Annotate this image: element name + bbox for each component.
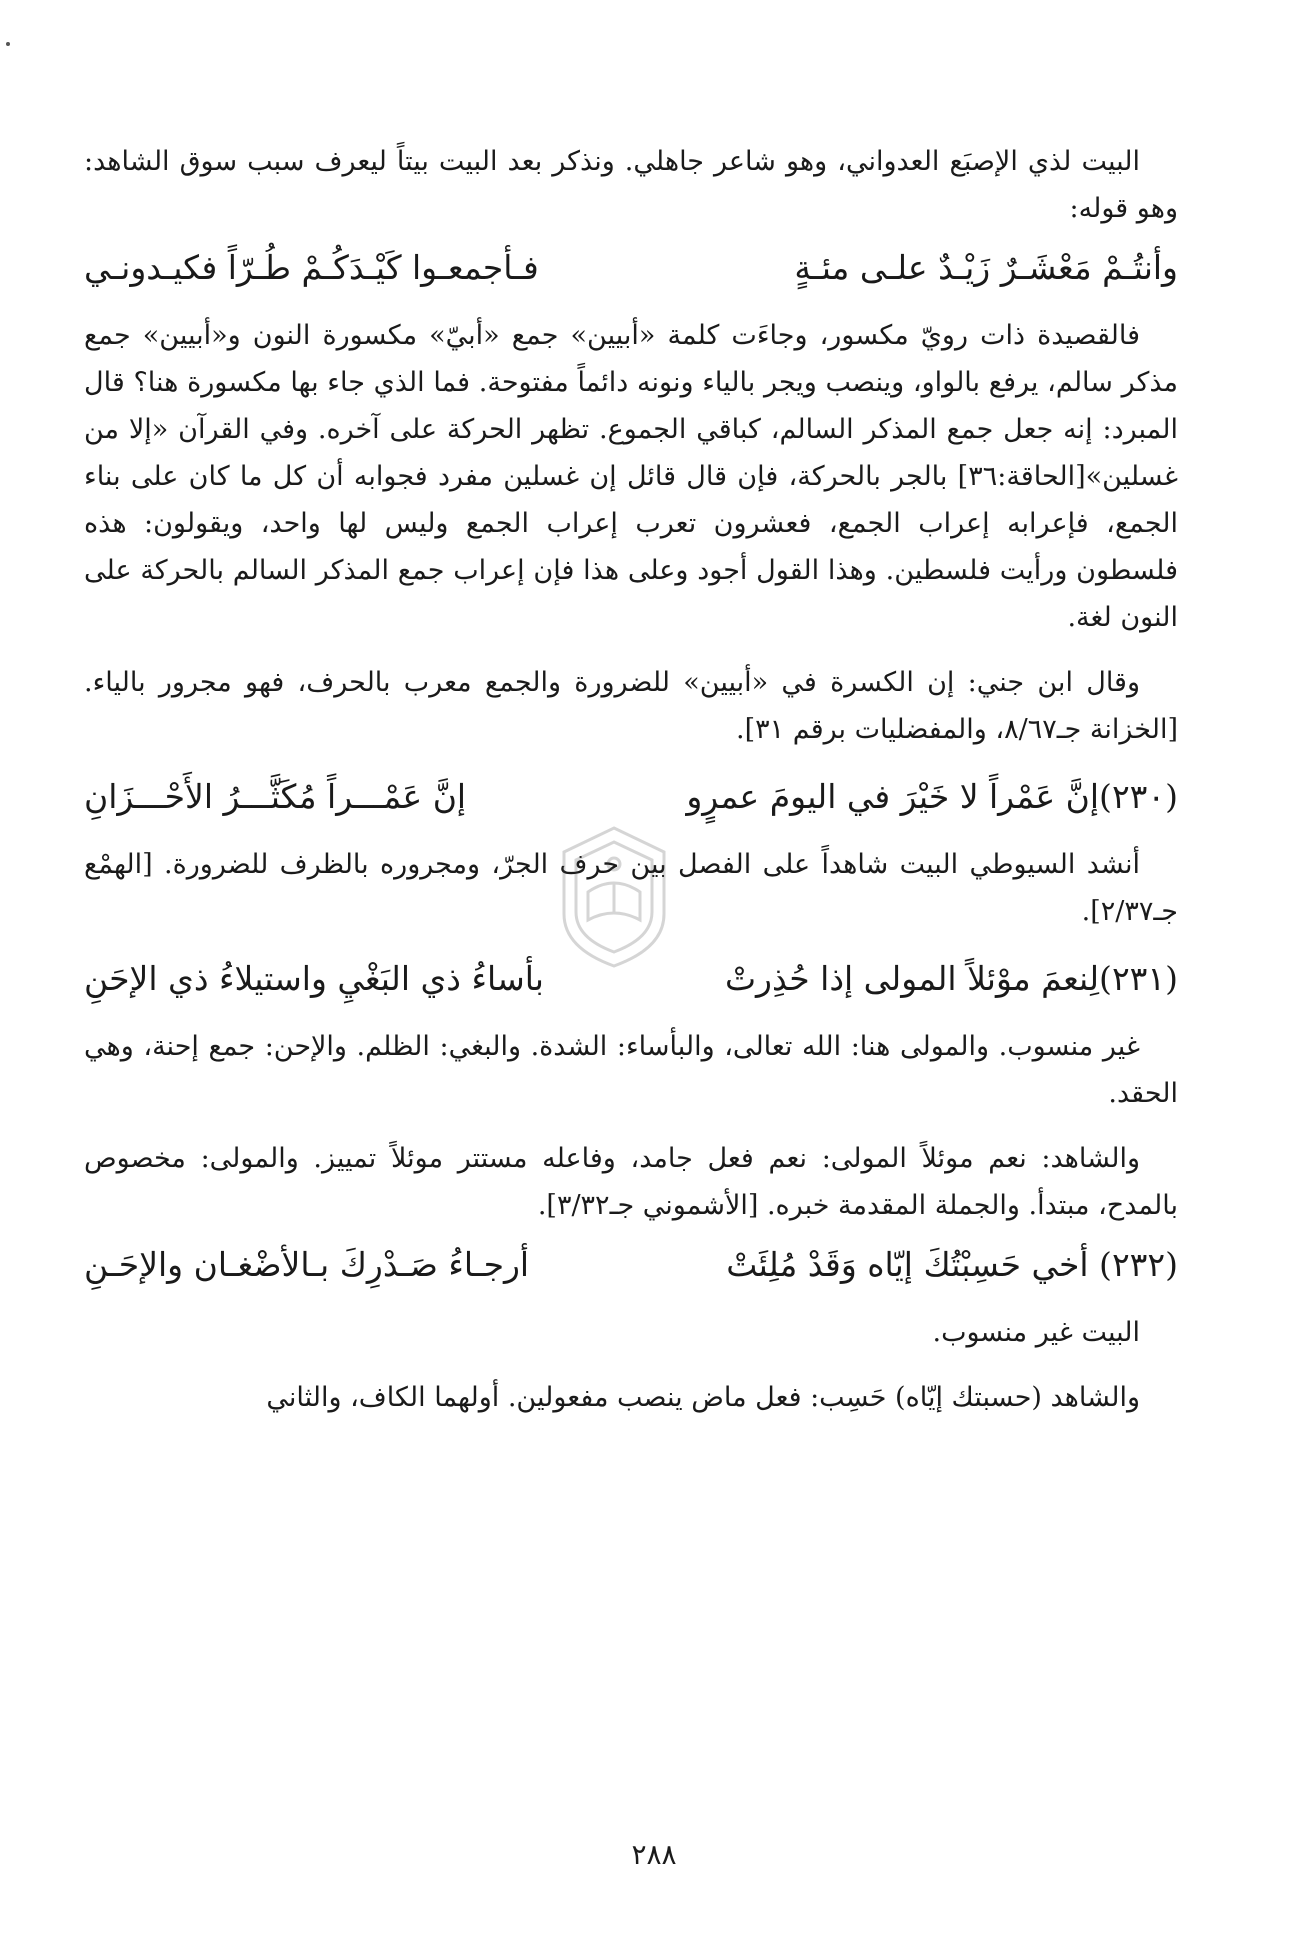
- verse-232-first-hemistich: (٢٣٢) أخي حَسِبْتُكَ إيّاه وَقَدْ مُلِئَتْ: [726, 1245, 1178, 1284]
- verse-232-second-hemistich: أرجـاءُ صَـدْرِكَ بـالأضْغـان والإحَـنِ: [84, 1245, 530, 1284]
- page-body: [84, 138, 1178, 1421]
- verse-232: [84, 1239, 1178, 1291]
- paragraph-intro-text: البيت لذي الإصبَع العدواني، وهو شاعر جاهلي. ونذكر بعد البيت بيتاً ليعرف سبب سوق الشاهد: وهو قوله:: [84, 146, 1178, 224]
- library-seal-watermark-icon: [552, 822, 676, 972]
- paragraph-ibn-jinni: [84, 659, 1178, 753]
- page-number: ٢٨٨: [631, 1838, 677, 1871]
- verse-quoted-second-hemistich: فـأجمعـوا كَيْـدَكُـمْ طُـرّاً فكيـدونـي: [84, 248, 539, 287]
- paragraph-231-evidence-text: والشاهد: نعم موئلاً المولى: نعم فعل جامد، وفاعله مستتر موئلاً تمييز. والمولى: مخصوص بالمدح، مبتدأ. والجملة المقدمة خبره. [الأشموني جـ٣/٣٢].: [84, 1143, 1178, 1221]
- paragraph-commentary-text: فالقصيدة ذات رويّ مكسور، وجاءَت كلمة «أبيين» جمع «أبيّ» مكسورة النون و«أبيين» جمع مذكر سالم، يرفع بالواو، وينصب ويجر بالياء ونونه دائماً مفتوحة. فما الذي جاء بها مكسورة هنا؟ قال المبرد: إنه جعل جمع المذكر السالم، كباقي الجموع. تظهر الحركة على آخره. وفي القرآن «إلا من غسلين»[الحاقة:٣٦] بالجر بالحركة، فإن قال قائل إن غسلين مفرد فجوابه أن كل ما كان على بناء الجمع، فإعرابه إعراب الجمع، فعشرون تعرب إعراب الجمع وليس لها واحد، ويقولون: هذه فلسطون ورأيت فلسطين. وهذا القول أجود وعلى هذا فإن إعراب جمع المذكر السالم بالحركة على النون لغة.: [84, 320, 1178, 633]
- verse-230: [84, 771, 1178, 823]
- paragraph-232-evidence-text: والشاهد (حسبتك إيّاه) حَسِب: فعل ماض ينصب مفعولين. أولهما الكاف، والثاني: [266, 1382, 1140, 1413]
- verse-230-first-hemistich: (٢٣٠)إنَّ عَمْراً لا خَيْرَ في اليومَ عمرٍو: [686, 777, 1178, 816]
- verse-230-second-hemistich: إنَّ عَمْـــراً مُكَثَّـــرُ الأَحْـــزَانِ: [84, 777, 467, 816]
- paragraph-232-attribution: [84, 1309, 1178, 1356]
- verse-231-first-hemistich: (٢٣١)لِنعمَ موْئلاً المولى إذا حُذِرتْ: [724, 959, 1178, 998]
- verse-quoted: [84, 242, 1178, 294]
- paragraph-ibn-jinni-text: وقال ابن جني: إن الكسرة في «أبيين» للضرورة والجمع معرب بالحرف، فهو مجرور بالياء. [الخزانة جـ٨/٦٧، والمفضليات برقم ٣١].: [84, 667, 1178, 745]
- paragraph-232-evidence: [84, 1374, 1178, 1421]
- paragraph-231-evidence: [84, 1135, 1178, 1229]
- paragraph-230-note-text: أنشد السيوطي البيت شاهداً على الفصل بين حرف الجرّ، ومجروره بالظرف للضرورة. [الهمْع جـ٢/٣٧].: [84, 849, 1178, 927]
- paragraph-intro: [84, 138, 1178, 232]
- paragraph-231-note: [84, 1023, 1178, 1117]
- paragraph-232-attribution-text: البيت غير منسوب.: [932, 1317, 1140, 1348]
- verse-quoted-first-hemistich: وأنتُـمْ مَعْشَـرٌ زَيْـدٌ علـى مئـةٍ: [794, 248, 1178, 287]
- scan-speck: [6, 42, 10, 46]
- verse-231-second-hemistich: بأساءُ ذي البَغْيِ واستيلاءُ ذي الإحَنِ: [84, 959, 544, 998]
- paragraph-231-note-text: غير منسوب. والمولى هنا: الله تعالى، والبأساء: الشدة. والبغي: الظلم. والإحن: جمع إحنة، وهي الحقد.: [84, 1031, 1178, 1109]
- paragraph-commentary: [84, 312, 1178, 641]
